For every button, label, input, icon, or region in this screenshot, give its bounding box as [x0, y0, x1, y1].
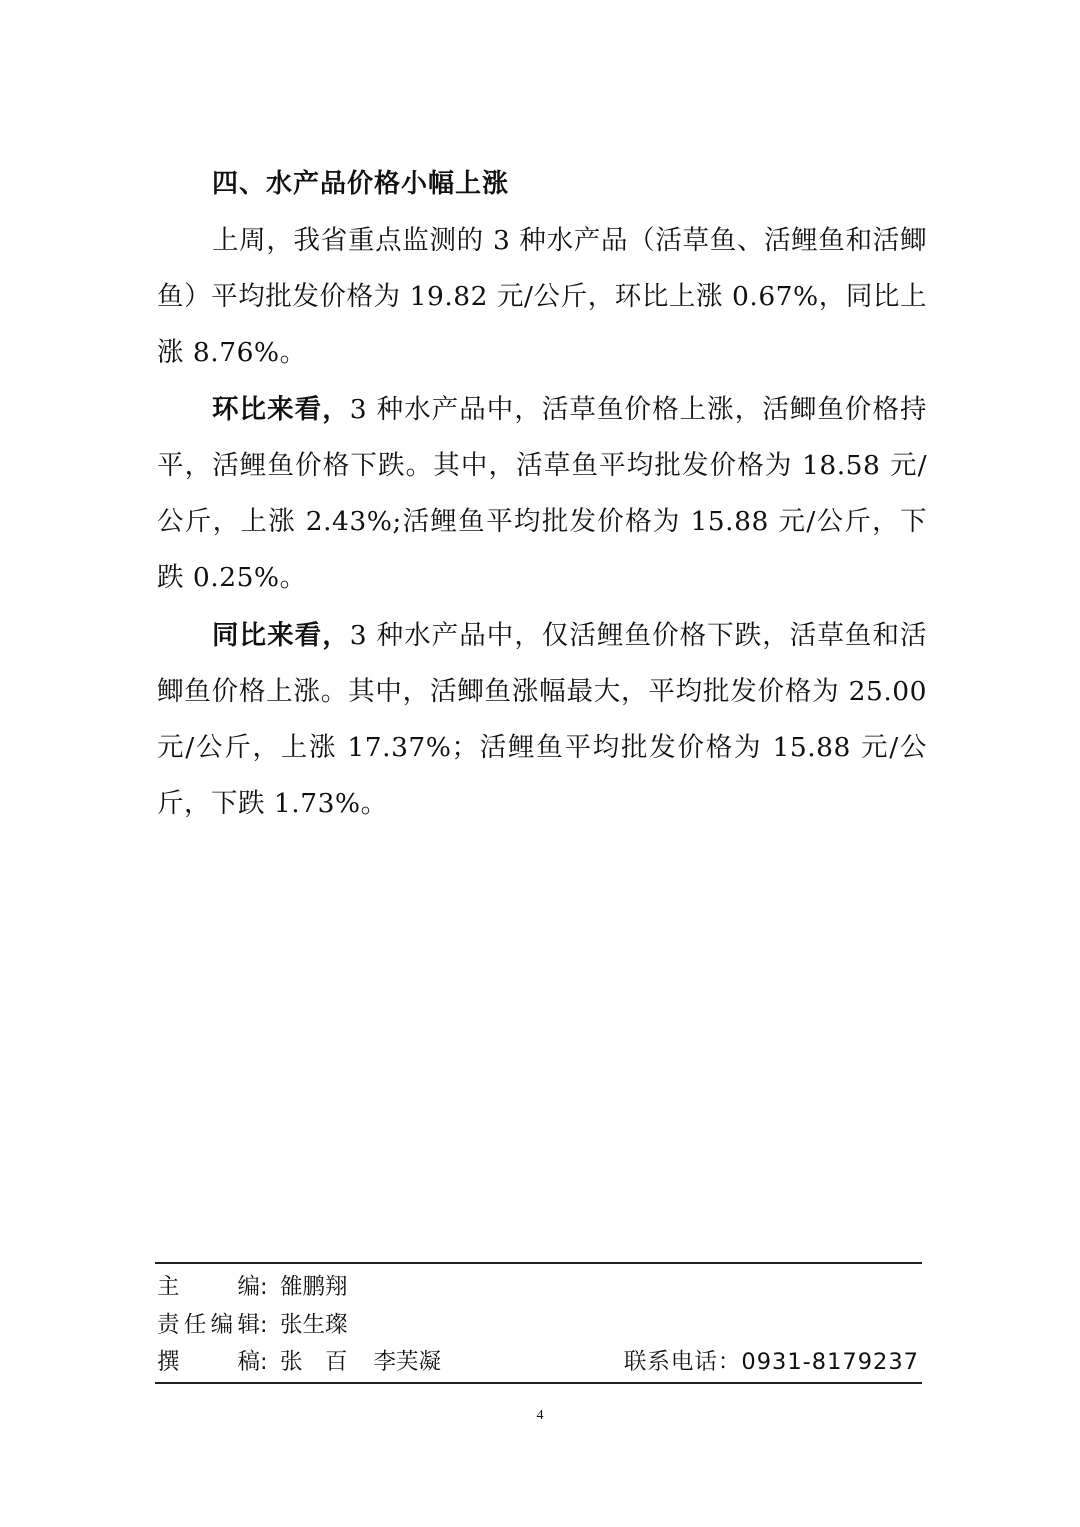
footer-writers-row	[157, 1344, 919, 1380]
footer-responsible-editor-row	[157, 1307, 919, 1343]
writer-name-2: 李芙凝	[373, 1349, 442, 1375]
writer-name-1: 张 百	[280, 1349, 348, 1375]
footer-top-rule	[155, 1262, 922, 1264]
paragraph-lead-year-on-year: 同比来看，	[212, 620, 350, 651]
contact-phone: 联系电话：0931-8179237	[623, 1349, 919, 1375]
editor-name: 雒鹏翔	[280, 1274, 348, 1300]
paragraph-lead-month-on-month: 环比来看，	[212, 394, 350, 425]
page-number: 4	[536, 1408, 544, 1423]
section-heading: 四、水产品价格小幅上涨	[212, 169, 510, 199]
responsible-editor-label: 责任编辑	[157, 1312, 260, 1338]
responsible-editor-name: 张生璨	[280, 1312, 348, 1338]
writers-colon: :	[260, 1349, 268, 1375]
paragraph-month-on-month	[157, 382, 927, 606]
writers-label: 撰稿	[157, 1349, 260, 1375]
editor-colon: :	[260, 1274, 268, 1300]
footer-editor-row	[157, 1269, 919, 1305]
paragraph-body-month-on-month: 3 种水产品中，活草鱼价格上涨，活鲫鱼价格持平，活鲤鱼价格下跌。其中，活草鱼平均批发价格为 18.58 元/公斤，上涨 2.43%;活鲤鱼平均批发价格为 15.88 元/公斤，下跌 0.25%。	[157, 394, 927, 593]
paragraph-summary: 上周，我省重点监测的 3 种水产品（活草鱼、活鲤鱼和活鲫鱼）平均批发价格为 19.82 元/公斤，环比上涨 0.67%，同比上涨 8.76%。	[157, 225, 927, 368]
paragraph-year-on-year	[157, 608, 927, 832]
paragraph-body-year-on-year: 3 种水产品中，仅活鲤鱼价格下跌，活草鱼和活鲫鱼价格上涨。其中，活鲫鱼涨幅最大，平均批发价格为 25.00 元/公斤，上涨 17.37%；活鲤鱼平均批发价格为 15.88 元/公斤，下跌 1.73%。	[157, 620, 927, 819]
editor-label: 主编	[157, 1274, 260, 1300]
responsible-editor-colon: :	[260, 1312, 268, 1338]
footer-bottom-rule	[155, 1382, 922, 1384]
